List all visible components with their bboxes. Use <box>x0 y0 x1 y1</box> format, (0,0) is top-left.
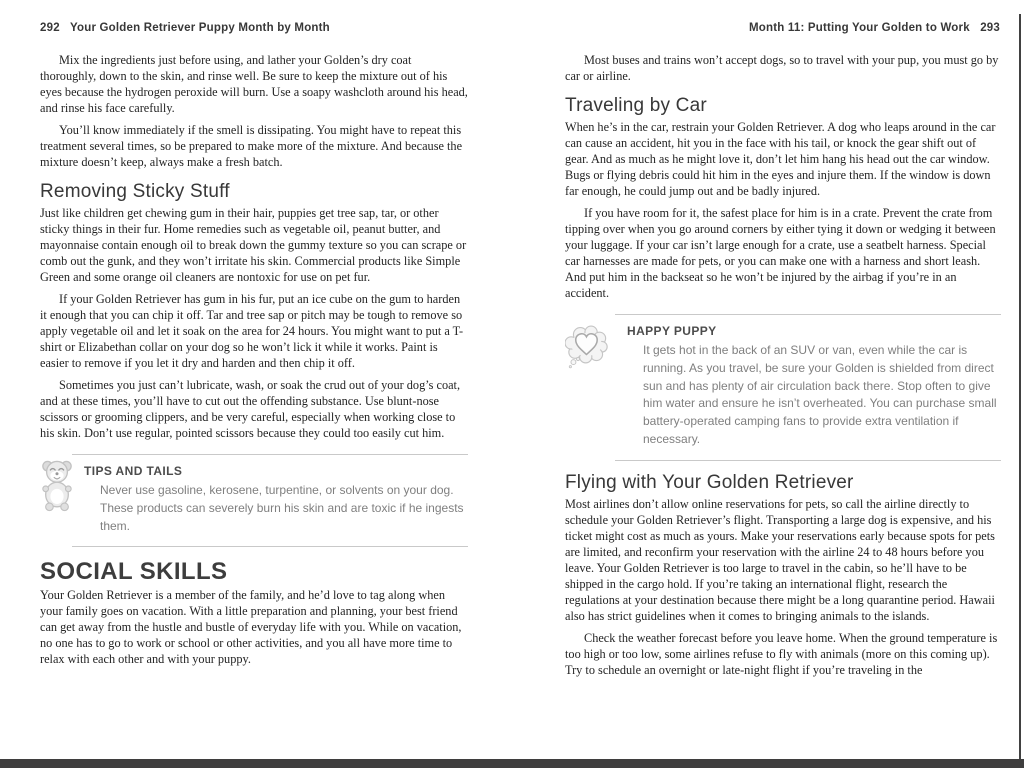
section-heading-traveling-by-car: Traveling by Car <box>565 95 707 116</box>
note-box-text: Never use gasoline, kerosene, turpentine, or solvents on your dog. These products can severely burn his skin and are toxic if he ingests them. <box>100 483 464 533</box>
chapter-heading-social-skills: SOCIAL SKILLS <box>40 558 228 586</box>
happy-puppy-box <box>565 314 1001 461</box>
running-title-right: Month 11: Putting Your Golden to Work <box>749 22 970 34</box>
heart-cloud-icon <box>565 318 611 378</box>
scrollbar[interactable] <box>1019 14 1021 759</box>
body-paragraph: Sometimes you just can’t lubricate, wash, or soak the crud out of your dog’s coat, and at these times, you’ll have to cut out the offending substance. Use blunt-nose scissors or grooming clippers, and be very careful, especially when working close to his skin. Don’t use regular, pointed scissors because they could too easily cut him. <box>40 378 461 440</box>
page-number-right: 293 <box>980 22 1000 34</box>
left-page <box>40 52 468 673</box>
tips-and-tails-box <box>40 454 468 547</box>
body-paragraph: Check the weather forecast before you leave home. When the ground temperature is too high or too low, some airlines refuse to fly with animals (more on this coming up). Try to schedule an overnight or late-night flight if you’re traveling in the <box>565 630 998 677</box>
body-paragraph: Just like children get chewing gum in their hair, puppies get tree sap, tar, or other sticky things in their fur. Home remedies such as vegetable oil, peanut butter, and mayonnaise contain enough oil to break down the gummy texture so you can scrape or comb out the gunk, and they won’t irritate his skin. Commercial products like Simple Green and some orange oil cleaners are nontoxic for use on pet fur. <box>40 206 467 284</box>
body-paragraph: Most airlines don’t allow online reservations for pets, so call the airline directly to schedule your Golden Retriever’s flight. Transporting a large dog is expensive, and his ticket might cost as much as yours. Make your reservations early because spots for pets are limited, and reconfirm your reservation with the airline 24 to 48 hours before you leave. Your Golden Retriever is too large to travel in the cabin, so he’ll have to be shipped in the cargo hold. If you’re taking an international flight, research the regulations at your destination because there might be a long quarantine period. Hawaii also has strict guidelines when it comes to bringing animals to the islands. <box>565 496 995 623</box>
section-heading-flying: Flying with Your Golden Retriever <box>565 471 854 493</box>
right-page <box>565 52 1001 684</box>
body-paragraph: You’ll know immediately if the smell is dissipating. You might have to repeat this treatment several times, so be prepared to make more of the mixture. And because the mixture doesn’t keep, always make a fresh batch. <box>40 123 463 169</box>
body-paragraph: When he’s in the car, restrain your Golden Retriever. A dog who leaps around in the car can cause an accident, hit you in the face with his tail, or knock the gear shift out of gear. And as much as he might love it, don’t let him hang his head out the car window. Bugs or flying debris could hit him in the eyes and injure them. If the window is down far enough, he could jump out and be badly injured. <box>565 120 996 198</box>
body-paragraph: If your Golden Retriever has gum in his fur, put an ice cube on the gum to harden it enough that you can chip it off. Tar and tree sap or pitch may be tough to remove so apply vegetable oil and let it soak on the area for 24 hours. You might want to put a T-shirt or Elizabethan collar on your dog so he won’t lick it while it works. Paint is easier to remove if you let it dry and harden and then chip it off. <box>40 292 464 370</box>
running-header-left <box>40 22 330 34</box>
body-paragraph: Most buses and trains won’t accept dogs, so to travel with your pup, you must go by car or airline. <box>565 53 999 83</box>
body-paragraph: If you have room for it, the safest place for him is in a crate. Prevent the crate from tipping over when you go around corners by either tying it down or wedging it between your luggage. If your car isn’t large enough for a crate, use a seatbelt harness. Special car harnesses are made for pets, or you can make one with a harness and short leash. And put him in the backseat so he won’t be injured by the airbag if you’re in an accident. <box>565 206 996 300</box>
page-number-left: 292 <box>40 22 60 34</box>
bottom-bar <box>0 759 1024 768</box>
puppy-icon <box>40 458 74 518</box>
section-heading-removing-sticky-stuff: Removing Sticky Stuff <box>40 181 230 202</box>
running-header-right <box>749 22 1000 34</box>
note-box-label: HAPPY PUPPY <box>627 324 717 338</box>
body-paragraph: Your Golden Retriever is a member of the family, and he’d love to tag along when your family goes on vacation. With a little preparation and planning, your best friend can get away from the hustle and bustle of everyday life with you. While on vacation, no one has to go to work or school or other activities, and you all have more time to relax with each other and with your puppy. <box>40 588 462 667</box>
note-box-text: It gets hot in the back of an SUV or van, even while the car is running. As you travel, be sure your Golden is shielded from direct sun and has plenty of air circulation back there. Stop often to give him water and ensure he isn’t overheated. You can purchase small battery-operated camping fans to provide extra ventilation if necessary. <box>643 343 997 446</box>
note-box-label: TIPS AND TAILS <box>84 464 183 478</box>
running-title-left: Your Golden Retriever Puppy Month by Month <box>69 22 330 34</box>
body-paragraph: Mix the ingredients just before using, and lather your Golden’s dry coat thoroughly, down to the skin, and rinse well. Be sure to keep the mixture out of his eyes because the hydrogen peroxide will burn. Use a soapy washcloth around his head, and rinse his face carefully. <box>40 53 468 115</box>
